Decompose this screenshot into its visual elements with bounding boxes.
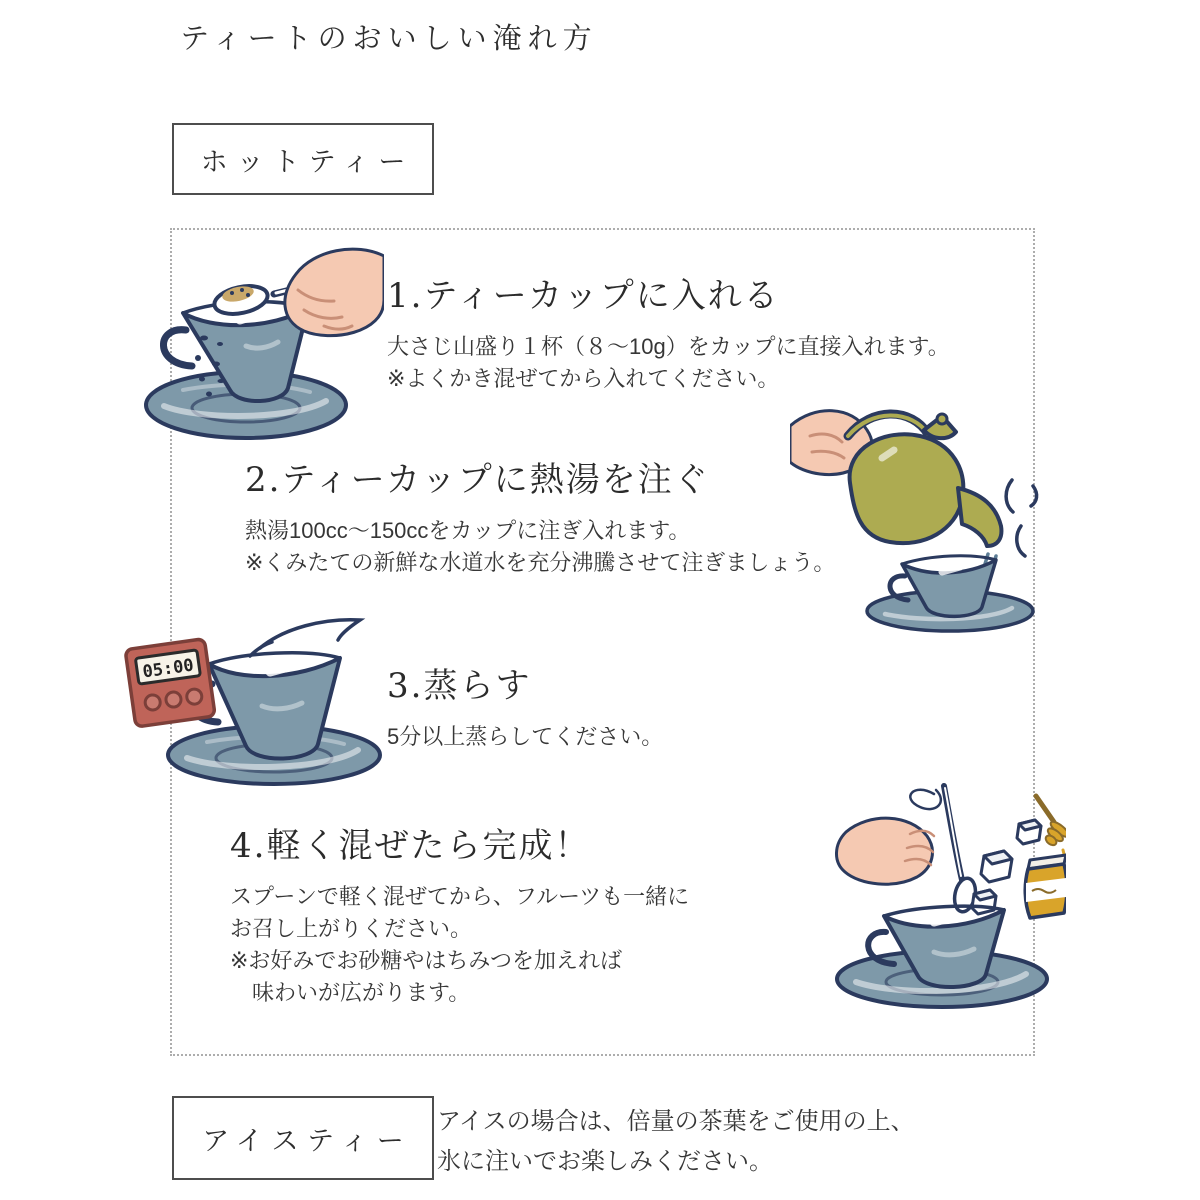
- hot-tea-label: ホットティー: [200, 146, 415, 178]
- step-4-heading: 4.軽く混ぜたら完成！: [230, 826, 591, 866]
- step-4-line-2: お召し上がりください。: [230, 916, 473, 941]
- step-3-line-1: 5分以上蒸らしてください。: [387, 724, 664, 749]
- step-1-line-2: ※よくかき混ぜてから入れてください。: [387, 366, 780, 391]
- step-3: [387, 658, 663, 753]
- hot-tea-steps-box: [141, 228, 1035, 1056]
- stirring-with-sugar-honey-illustration: [814, 776, 1066, 1012]
- steam-curls: [1006, 480, 1037, 556]
- step-2-heading: 2.ティーカップに熱湯を注ぐ: [245, 460, 710, 500]
- page-title: ティートのおいしい淹れ方: [180, 21, 598, 55]
- step-4: [230, 818, 689, 1009]
- timer-display: 05:00: [141, 655, 195, 683]
- kettle-pouring-illustration: [790, 388, 1040, 633]
- step-2-line-2: ※くみたての新鮮な水道水を充分沸騰させて注ぎましょう。: [245, 550, 836, 575]
- step-1-heading: 1.ティーカップに入れる: [387, 276, 780, 316]
- step-4-line-1: スプーンで軽く混ぜてから、フルーツも一緒に: [230, 884, 690, 909]
- hot-tea-label-box: [172, 123, 434, 195]
- ice-tea-line-1: アイスの場合は、倍量の茶葉をご使用の上、: [437, 1108, 915, 1135]
- ice-tea-line-2: 氷に注いでお楽しみください。: [437, 1148, 773, 1175]
- ice-tea-label: アイスティー: [202, 1125, 413, 1157]
- teacup-add-leaves-illustration: [128, 238, 384, 443]
- kitchen-timer: [125, 639, 215, 727]
- ice-tea-note: [437, 1102, 915, 1182]
- timer-and-steeping-cup-illustration: [112, 616, 384, 794]
- honey-jar: [1025, 855, 1066, 918]
- step-3-heading: 3.蒸らす: [387, 666, 532, 706]
- step-1: [387, 268, 950, 395]
- step-1-line-1: 大さじ山盛り１杯（８～10g）をカップに直接入れます。: [387, 334, 950, 359]
- ice-tea-label-box: [172, 1096, 434, 1180]
- step-2-line-1: 熱湯100cc～150ccをカップに注ぎ入れます。: [245, 518, 691, 543]
- step-4-line-4: 味わいが広がります。: [230, 980, 471, 1005]
- step-4-line-3: ※お好みでお砂糖やはちみつを加えれば: [230, 948, 622, 973]
- step-2: [245, 452, 835, 579]
